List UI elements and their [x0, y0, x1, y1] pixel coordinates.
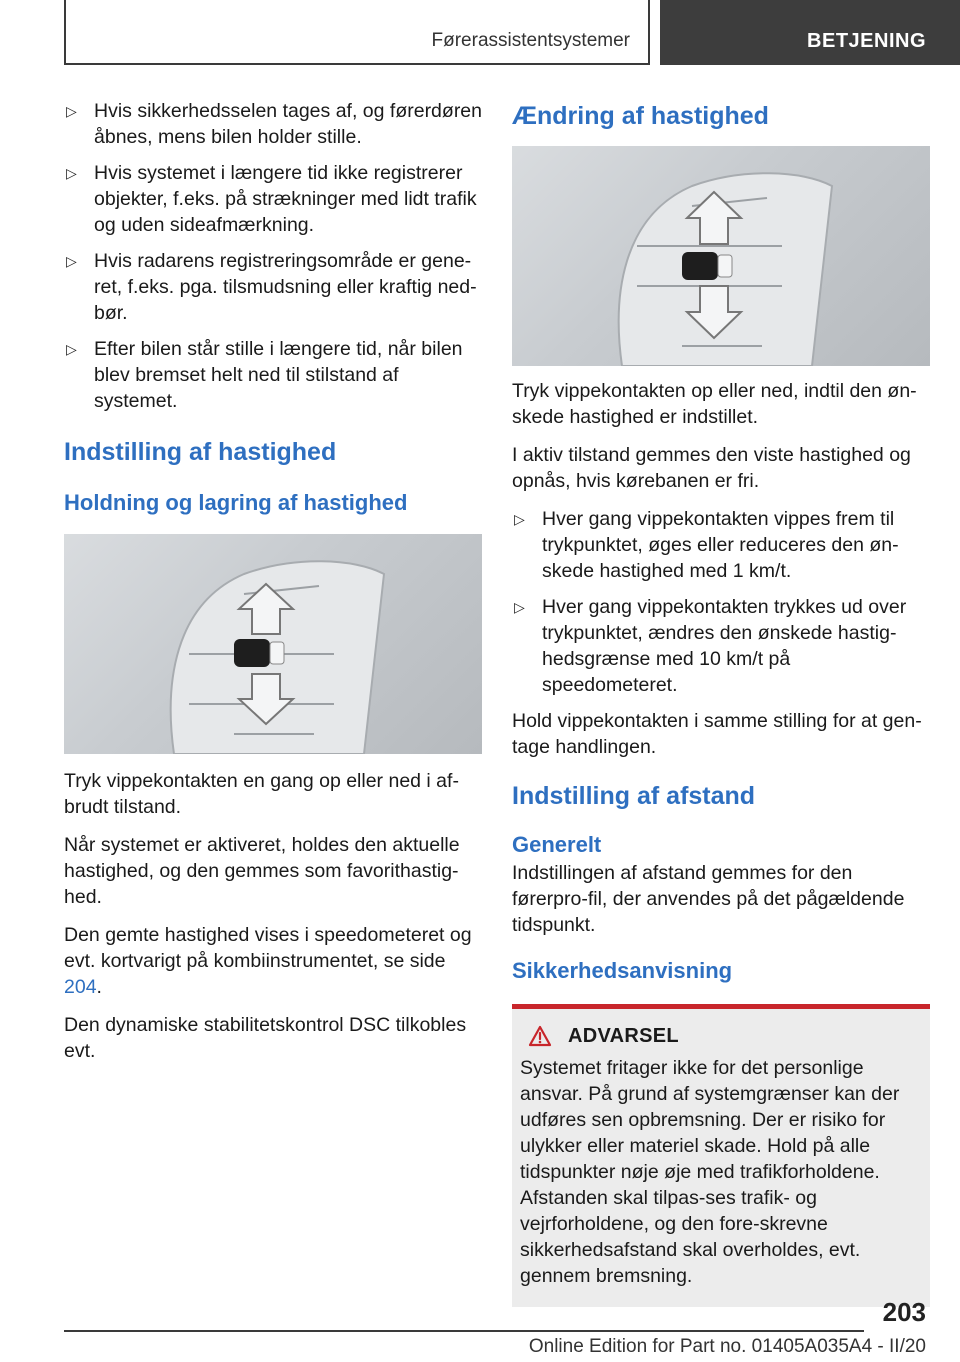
heading-speed-setting: Indstilling af hastighed [64, 438, 337, 466]
paragraph: Hold vippekontakten i samme stilling for at gen-tage handlingen. [512, 710, 922, 758]
rocker-switch-illustration [64, 534, 482, 754]
paragraph: I aktiv tilstand gemmes den viste hastighed og opnås, hvis kørebanen er fri. [512, 444, 911, 492]
triangle-bullet-icon: ▷ [514, 511, 525, 527]
list-item: ▷ Hvis radarens registreringsområde er gene-ret, f.eks. pga. tilsmudsning eller kraftig ned-bør. [66, 250, 477, 324]
triangle-bullet-icon: ▷ [66, 341, 77, 357]
heading-safety-note: Sikkerhedsanvisning [512, 958, 733, 983]
list-item: ▷ Efter bilen står stille i længere tid, når bilen blev bremset helt ned til stilstand af systemet. [66, 338, 463, 412]
warning-triangle-icon [528, 1025, 552, 1047]
page-reference-link[interactable]: 204 [64, 976, 97, 998]
header-chapter-tab: BETJENING [660, 0, 960, 65]
right-column [512, 98, 930, 1307]
warning-title: ADVARSEL [568, 1025, 679, 1047]
triangle-bullet-icon: ▷ [514, 599, 525, 615]
paragraph: Tryk vippekontakten op eller ned, indtil den øn-skede hastighed er indstillet. [512, 380, 917, 428]
warning-header [520, 1023, 920, 1049]
footer-divider [64, 1330, 864, 1332]
list-item: ▷ Hver gang vippekontakten trykkes ud over trykpunktet, ændres den ønskede hastig-hedsgrænse med 10 km/t på speedometeret. [514, 596, 907, 696]
right-bullet-list [512, 506, 930, 698]
paragraph: Den dynamiske stabilitetskontrol DSC tilkobles evt. [64, 1014, 467, 1062]
triangle-bullet-icon: ▷ [66, 103, 77, 119]
page-number: 203 [882, 1297, 926, 1327]
list-item: ▷ Hvis sikkerhedsselen tages af, og førerdøren åbnes, mens bilen holder stille. [66, 100, 483, 148]
warning-text: Systemet fritager ikke for det personlige ansvar. På grund af systemgrænser kan der udføres sen opbremsning. Der er risiko for ulykker eller materiel skade. Hold på alle tidspunkter nøje øje med trafikforholdene. Afstanden skal tilpas-ses trafik- og vejrforholdene, og den fore-skrevne sikkerhedsafstand skal overholdes, evt. gennem bremsning. [520, 1057, 900, 1287]
heading-distance-setting: Indstilling af afstand [512, 782, 756, 810]
heading-general: Generelt [512, 832, 602, 857]
steering-switch-figure [64, 534, 482, 754]
paragraph: Når systemet er aktiveret, holdes den aktuelle hastighed, og den gemmes som favorithastig-hed. [64, 834, 460, 908]
left-bullet-list [64, 98, 482, 414]
left-column [64, 98, 482, 1076]
triangle-bullet-icon: ▷ [66, 165, 77, 181]
footer-edition: Online Edition for Part no. 01405A035A4 - II/20 [528, 1336, 926, 1357]
paragraph: Indstillingen af afstand gemmes for den førerpro-fil, der anvendes på det pågældende tidspunkt. [512, 862, 905, 936]
header-section-title: Førerassistentsystemer [431, 30, 630, 51]
triangle-bullet-icon: ▷ [66, 253, 77, 269]
warning-box [512, 1004, 930, 1307]
rocker-switch-illustration [512, 146, 930, 366]
heading-hold-store-speed: Holdning og lagring af hastighed [64, 490, 408, 515]
heading-change-speed: Ændring af hastighed [512, 102, 769, 130]
list-item: ▷ Hvis systemet i længere tid ikke registrerer objekter, f.eks. på strækninger med lidt trafik og uden sideafmærkning. [66, 162, 477, 236]
paragraph: Den gemte hastighed vises i speedometeret og evt. kortvarigt på kombiinstrumentet, se side 204. [64, 924, 472, 998]
list-item: ▷ Hver gang vippekontakten vippes frem til trykpunktet, øges eller reduceres den øn-skede hastighed med 1 km/t. [514, 508, 899, 582]
steering-switch-figure [512, 146, 930, 366]
paragraph: Tryk vippekontakten en gang op eller ned i af-brudt tilstand. [64, 770, 459, 818]
